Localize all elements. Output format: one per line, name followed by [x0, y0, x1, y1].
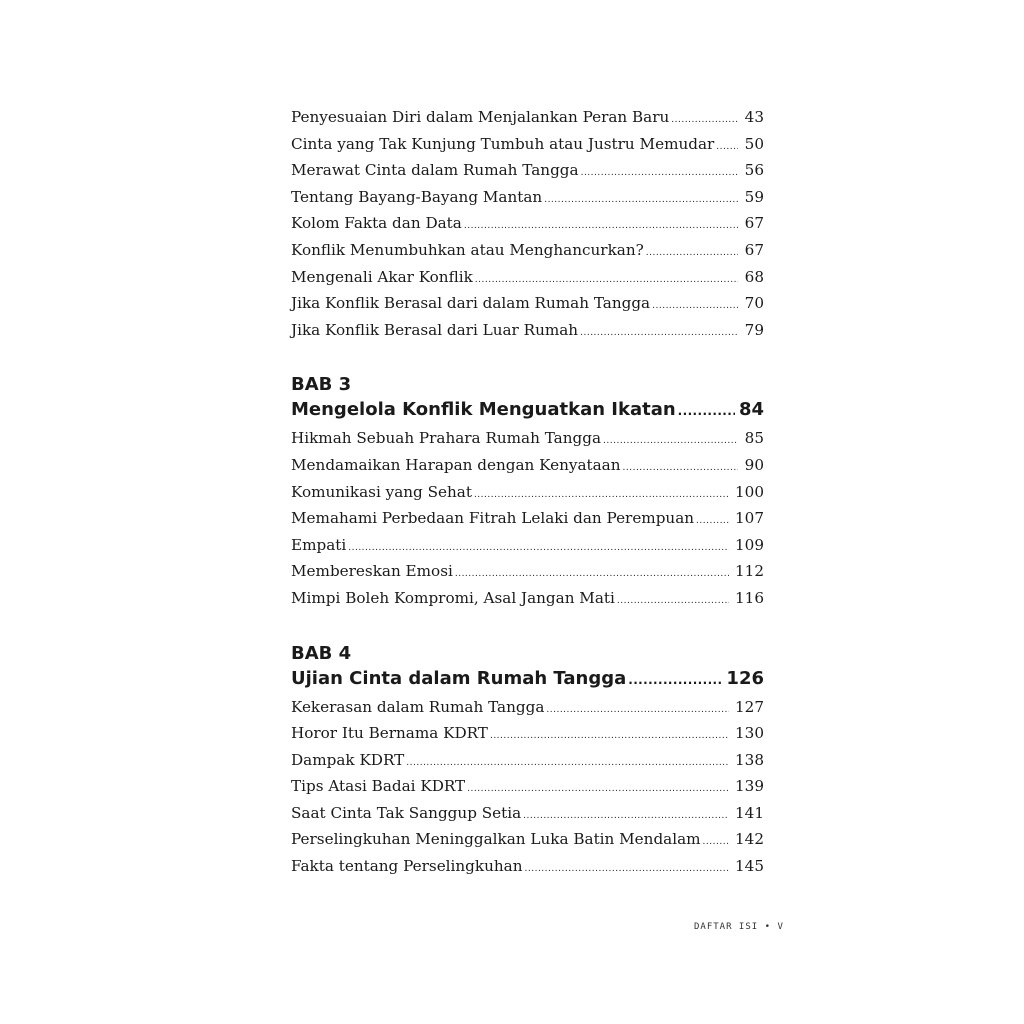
- toc-entry: [291, 483, 764, 510]
- dot-leader: [628, 673, 722, 687]
- toc-entry: [291, 214, 764, 241]
- dot-leader: [523, 811, 729, 821]
- dot-leader: [546, 705, 729, 715]
- entry-page: 127: [735, 697, 764, 716]
- toc-entry: [291, 536, 764, 563]
- dot-leader: [703, 837, 729, 847]
- chapter-title: Ujian Cinta dalam Rumah Tangga: [291, 667, 627, 689]
- toc-entry: [291, 830, 764, 857]
- entry-title: Mendamaikan Harapan dengan Kenyataan: [291, 455, 621, 474]
- entry-page: 85: [744, 429, 764, 448]
- dot-leader: [544, 195, 738, 205]
- chapter-heading: [291, 399, 764, 427]
- entry-page: 43: [744, 108, 764, 126]
- toc-entry: [291, 589, 764, 616]
- chapter-heading: [291, 668, 764, 696]
- entry-title: Konflik Menumbuhkan atau Menghancurkan?: [291, 240, 644, 259]
- entry-title: Jika Konflik Berasal dari Luar Rumah: [291, 320, 579, 339]
- entry-page: 79: [744, 320, 764, 339]
- dot-leader: [617, 596, 729, 606]
- entry-page: 70: [744, 294, 764, 313]
- entry-page: 139: [735, 777, 764, 796]
- entry-title: Tips Atasi Badai KDRT: [291, 777, 466, 796]
- entry-page: 138: [735, 750, 764, 769]
- toc-entry: [291, 321, 764, 348]
- dot-leader: [603, 436, 738, 446]
- toc-entry: [291, 456, 764, 483]
- entry-title: Jika Konflik Berasal dari dalam Rumah Tangga: [291, 294, 651, 313]
- dot-leader: [475, 275, 738, 285]
- entry-title: Merawat Cinta dalam Rumah Tangga: [291, 161, 579, 180]
- entry-page: 116: [735, 588, 764, 607]
- dot-leader: [348, 543, 729, 553]
- entry-page: 141: [735, 803, 764, 822]
- toc-entry: [291, 562, 764, 589]
- toc-entry: [291, 241, 764, 268]
- entry-title: Fakta tentang Perselingkuhan: [291, 857, 523, 876]
- chapter-spacer: [291, 616, 764, 641]
- entry-page: 112: [735, 562, 764, 581]
- chapter-label: BAB 4: [291, 642, 352, 664]
- entry-title: Dampak KDRT: [291, 750, 405, 769]
- dot-leader: [406, 758, 729, 768]
- entry-page: 56: [744, 161, 764, 180]
- entry-title: Empati: [291, 535, 347, 554]
- dot-leader: [652, 301, 738, 311]
- dot-leader: [455, 569, 729, 579]
- dot-leader: [678, 404, 735, 418]
- dot-leader: [474, 490, 729, 500]
- toc-entry: [291, 804, 764, 831]
- entry-page: 67: [744, 214, 764, 233]
- entry-page: 142: [735, 830, 764, 849]
- toc-entry: [291, 161, 764, 188]
- toc-entry: [291, 429, 764, 456]
- dot-leader: [646, 248, 738, 258]
- dot-leader: [671, 115, 738, 125]
- running-footer: DAFTAR ISI • V: [694, 922, 784, 932]
- dot-leader: [696, 516, 729, 526]
- entry-page: 145: [735, 857, 764, 876]
- toc-entry: [291, 509, 764, 536]
- toc-entry: [291, 698, 764, 725]
- dot-leader: [490, 731, 729, 741]
- entry-title: Mengenali Akar Konflik: [291, 267, 473, 286]
- toc-entry: [291, 268, 764, 295]
- entry-title: Saat Cinta Tak Sanggup Setia: [291, 803, 522, 822]
- entry-title: Kolom Fakta dan Data: [291, 214, 462, 233]
- dot-leader: [464, 221, 738, 231]
- chapter-title: Mengelola Konflik Menguatkan Ikatan: [291, 399, 676, 421]
- entry-page: 50: [744, 134, 764, 153]
- table-of-contents: [291, 108, 764, 884]
- entry-title: Hikmah Sebuah Prahara Rumah Tangga: [291, 429, 602, 448]
- entry-page: 59: [744, 187, 764, 206]
- chapter-page: 84: [738, 399, 764, 421]
- entry-page: 67: [744, 240, 764, 259]
- toc-entry: [291, 188, 764, 215]
- entry-title: Kekerasan dalam Rumah Tangga: [291, 697, 545, 716]
- entry-page: 107: [735, 509, 764, 528]
- toc-entry: [291, 724, 764, 751]
- entry-title: Komunikasi yang Sehat: [291, 482, 472, 501]
- dot-leader: [580, 328, 738, 338]
- entry-title: Perselingkuhan Meninggalkan Luka Batin Mendalam: [291, 830, 701, 849]
- entry-title: Mimpi Boleh Kompromi, Asal Jangan Mati: [291, 588, 615, 607]
- chapter-label: BAB 3: [291, 374, 352, 396]
- entry-title: Tentang Bayang-Bayang Mantan: [291, 187, 543, 206]
- chapter-page: 126: [726, 667, 764, 689]
- dot-leader: [716, 142, 738, 152]
- entry-title: Memahami Perbedaan Fitrah Lelaki dan Perempuan: [291, 509, 695, 528]
- dot-leader: [525, 864, 730, 874]
- toc-entry: [291, 294, 764, 321]
- entry-page: 130: [735, 724, 764, 743]
- chapter-spacer: [291, 347, 764, 372]
- entry-title: Horor Itu Bernama KDRT: [291, 724, 488, 743]
- toc-entry: [291, 751, 764, 778]
- toc-entry: [291, 857, 764, 884]
- dot-leader: [467, 784, 729, 794]
- entry-title: Cinta yang Tak Kunjung Tumbuh atau Justru Memudar: [291, 134, 715, 153]
- entry-page: 90: [744, 455, 764, 474]
- dot-leader: [581, 168, 738, 178]
- toc-entry: [291, 777, 764, 804]
- entry-page: 68: [744, 267, 764, 286]
- entry-page: 100: [735, 482, 764, 501]
- entry-page: 109: [735, 535, 764, 554]
- entry-title: Membereskan Emosi: [291, 562, 453, 581]
- toc-entry: [291, 135, 764, 162]
- toc-entry: [291, 108, 764, 135]
- dot-leader: [623, 463, 739, 473]
- entry-title: Penyesuaian Diri dalam Menjalankan Peran Baru: [291, 108, 670, 126]
